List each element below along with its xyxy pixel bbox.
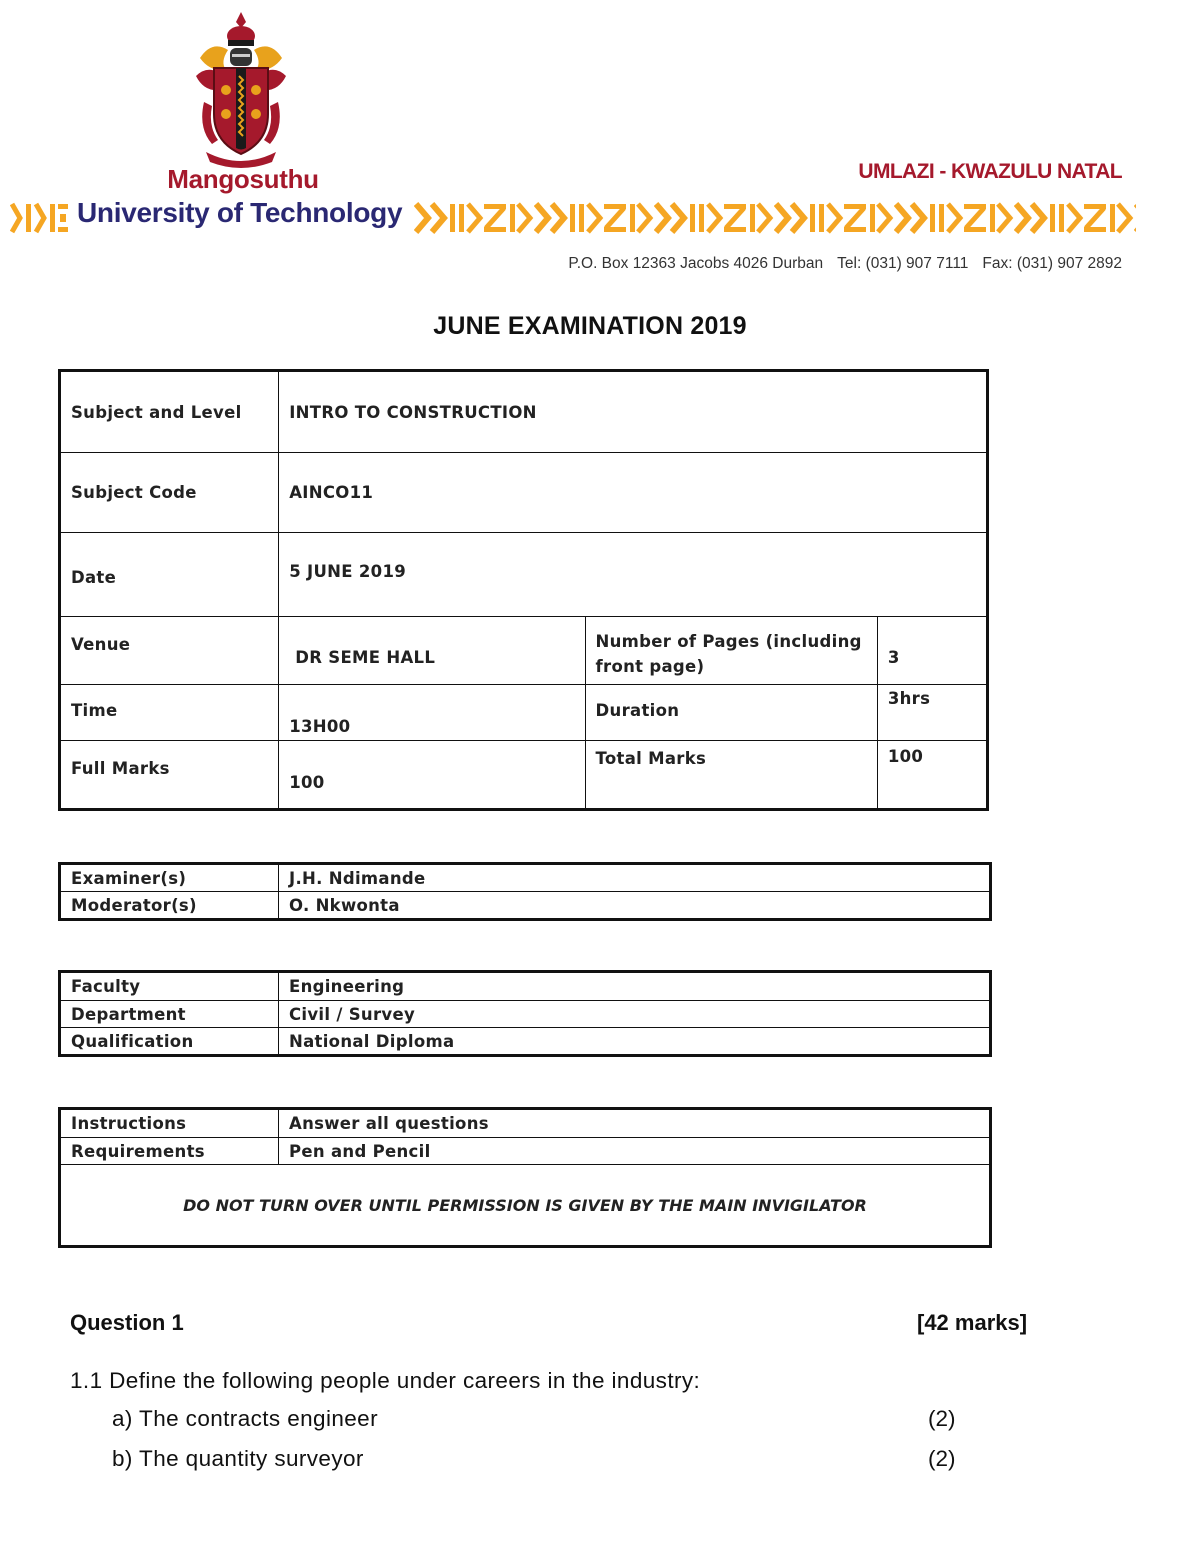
table-row (60, 685, 988, 741)
table-row (60, 1028, 991, 1056)
question-item-a: a) The contracts engineer (112, 1406, 378, 1431)
ndebele-pattern-icon (10, 202, 70, 234)
table-row (60, 371, 988, 453)
total-marks-value: 100 (877, 741, 987, 810)
campus-location: UMLAZI - KWAZULU NATAL (858, 160, 1122, 183)
question-item-b-marks: (2) (928, 1446, 956, 1471)
requirements-value: Pen and Pencil (279, 1138, 991, 1165)
pages-value: 3 (877, 617, 987, 685)
requirements-label: Requirements (60, 1138, 279, 1165)
table-row (60, 864, 991, 892)
question-prompt: 1.1 Define the following people under careers in the industry: (70, 1368, 701, 1393)
table-row (60, 972, 991, 1001)
fax: Fax: (031) 907 2892 (982, 255, 1122, 272)
question-title: Question 1 (70, 1310, 184, 1335)
subject-code-label: Subject Code (60, 453, 279, 533)
venue-label: Venue (60, 617, 279, 685)
table-row (60, 617, 988, 685)
department-value: Civil / Survey (279, 1001, 991, 1028)
subject-value: INTRO TO CONSTRUCTION (279, 371, 988, 453)
department-label: Department (60, 1001, 279, 1028)
question-item-b: b) The quantity surveyor (112, 1446, 364, 1471)
examiner-label: Examiner(s) (60, 864, 279, 892)
faculty-table (58, 970, 992, 1057)
university-name-line2: University of Technology (77, 197, 403, 228)
table-row (60, 741, 988, 810)
pages-label: Number of Pages (including front page) (585, 617, 877, 685)
full-marks-label: Full Marks (60, 741, 279, 810)
faculty-label: Faculty (60, 972, 279, 1001)
examiner-value: J.H. Ndimande (279, 864, 991, 892)
subject-label: Subject and Level (60, 371, 279, 453)
moderator-value: O. Nkwonta (279, 892, 991, 920)
total-marks-label: Total Marks (585, 741, 877, 810)
table-row (60, 892, 991, 920)
exam-details-table (58, 369, 989, 811)
po-box: P.O. Box 12363 Jacobs 4026 Durban (568, 255, 824, 272)
instructions-table (58, 1107, 992, 1248)
university-crest-icon (192, 10, 290, 168)
subject-code-value: AINCO11 (279, 453, 988, 533)
table-row (60, 1165, 991, 1247)
date-value: 5 JUNE 2019 (279, 533, 988, 617)
telephone: Tel: (031) 907 7111 (837, 255, 969, 272)
moderator-label: Moderator(s) (60, 892, 279, 920)
duration-value: 3hrs (877, 685, 987, 741)
table-row (60, 453, 988, 533)
university-name-line1: Mangosuthu (167, 164, 319, 194)
time-value: 13H00 (279, 685, 585, 741)
invigilator-notice: DO NOT TURN OVER UNTIL PERMISSION IS GIVEN BY THE MAIN INVIGILATOR (60, 1165, 991, 1247)
examiners-table (58, 862, 992, 921)
qualification-label: Qualification (60, 1028, 279, 1056)
exam-title: JUNE EXAMINATION 2019 (433, 312, 747, 340)
date-label: Date (60, 533, 279, 617)
ndebele-pattern-band-icon (414, 202, 1136, 234)
table-row (60, 533, 988, 617)
contact-details (568, 255, 1122, 273)
full-marks-value: 100 (279, 741, 585, 810)
table-row (60, 1109, 991, 1138)
faculty-value: Engineering (279, 972, 991, 1001)
venue-value: DR SEME HALL (279, 617, 585, 685)
question-marks: [42 marks] (917, 1310, 1028, 1335)
instructions-label: Instructions (60, 1109, 279, 1138)
table-row (60, 1001, 991, 1028)
question-item-a-marks: (2) (928, 1406, 956, 1431)
duration-label: Duration (585, 685, 877, 741)
time-label: Time (60, 685, 279, 741)
table-row (60, 1138, 991, 1165)
qualification-value: National Diploma (279, 1028, 991, 1056)
instructions-value: Answer all questions (279, 1109, 991, 1138)
